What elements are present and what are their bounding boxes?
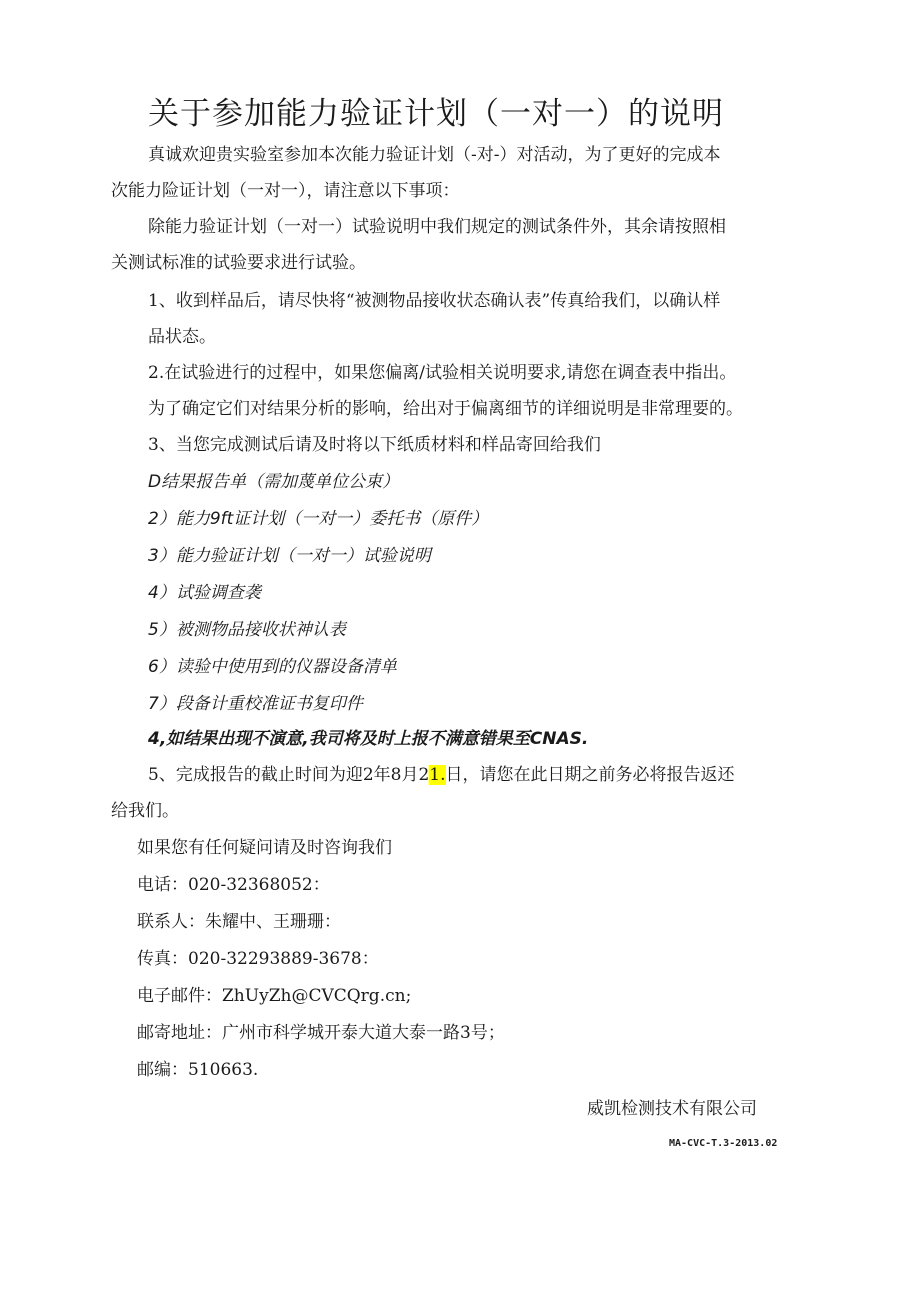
sublist-item-3: 3）能力验证计划（一对一）试验说明 [148,546,431,566]
item4: 4,如结果出现不演意,我司将及时上报不满意错果至CNAS. [148,729,589,749]
contact-intro: 如果您有任何疑问请及时咨询我们 [137,838,392,858]
para2-line-1: 除能力验证计划（一对一）试验说明中我们规定的测试条件外，其余请按照相 [148,217,726,237]
postcode-line: 邮编：510663. [137,1060,259,1080]
contacts-line: 联系人：朱耀中、王珊珊： [137,912,341,932]
item5-highlight: 1. [429,765,446,785]
item5-line-2: 给我们。 [111,801,179,821]
phone-line: 电话：020-32368052： [137,875,330,895]
document-title: 关于参加能力验证计划（一对一）的说明 [148,96,724,132]
item5-suffix: 日，请您在此日期之前务必将报告返还 [445,765,735,785]
email-line: 电子邮件：ZhUyZh@CVCQrg.cn; [137,986,412,1006]
intro-line-1: 真诚欢迎贵实验室参加本次能力验证计划（-对-）对活动，为了更好的完成本 [148,145,721,165]
item1-line-2: 品状态。 [148,327,216,347]
para2-line-2: 关测试标准的试验要求进行试验。 [111,253,366,273]
sublist-item-5: 5）被测物品接收状神认表 [148,620,346,640]
intro-line-2: 次能力险证计划（一对一），请注意以下事项： [111,181,460,201]
item2-line-2: 为了确定它们对结果分析的影响，给出对于偏离细节的详细说明是非常理要的。 [148,399,743,419]
item5-prefix: 5、完成报告的截止时间为迎2年8月2 [148,765,430,785]
item1-line-1: 1、收到样品后，请尽快将“被测物品接收状态确认表”传真给我们，以确认样 [148,291,721,311]
item2-line-1: 2.在试验进行的过程中，如果您偏离/试验相关说明要求,请您在调查表中指出。 [148,363,737,383]
item5-line-1 [148,763,735,787]
sublist-item-2: 2）能力9ft证计划（一对一）委托书（原件） [148,509,489,529]
document-code: MA-CVC-T.3-2013.02 [669,1138,778,1149]
sublist-item-1: D结果报告单（需加蔑单位公束） [148,472,400,492]
fax-line: 传真：020-32293889-3678： [137,949,379,969]
item3: 3、当您完成测试后请及时将以下纸质材料和样品寄回给我们 [148,435,601,455]
sublist-item-6: 6）读验中使用到的仪器设备清单 [148,657,397,677]
company-name: 威凯检测技术有限公司 [587,1099,757,1119]
address-line: 邮寄地址：广州市科学城开泰大道大泰一路3号； [137,1023,505,1043]
sublist-item-4: 4）试验调查袭 [148,583,261,603]
sublist-item-7: 7）段备计重校准证书复印件 [148,694,363,714]
